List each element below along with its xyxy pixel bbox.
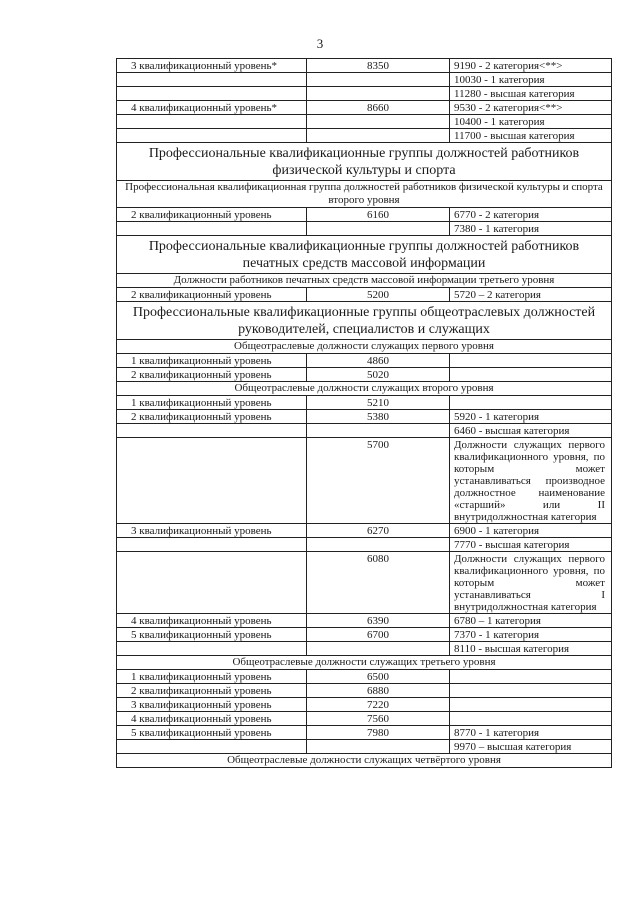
salary-cell: [307, 740, 450, 753]
table-row: [116, 354, 612, 368]
salary-cell: 6080: [307, 552, 450, 613]
salary-cell: [307, 115, 450, 128]
salary-cell: [307, 87, 450, 100]
table-row: [116, 73, 612, 87]
category-cell: 8770 - 1 категория: [454, 727, 540, 739]
qualification-level-cell: 3 квалификационный уровень: [117, 698, 307, 711]
group-subtitle: Общеотраслевые должности служащих четвёртого уровня: [116, 754, 612, 768]
salary-cell: 6700: [307, 628, 450, 641]
category-cell: 5920 - 1 категория: [454, 411, 540, 423]
table-row: [116, 726, 612, 740]
table-row: [116, 740, 612, 754]
qualification-level-cell: [117, 424, 307, 437]
qualification-level-cell: 2 квалификационный уровень: [117, 368, 307, 381]
salary-table: [116, 58, 612, 768]
category-cell: 8110 - высшая категория: [454, 643, 570, 655]
group-title: Профессиональные квалификационные группы должностей работников физической культуры и спорта: [116, 143, 612, 181]
qualification-level-cell: [117, 222, 307, 235]
category-cell: 6900 - 1 категория: [454, 525, 540, 537]
salary-cell: 4860: [307, 354, 450, 367]
qualification-level-cell: 1 квалификационный уровень: [117, 670, 307, 683]
category-cell: 11280 - высшая категория: [454, 88, 575, 100]
category-cell: 10400 - 1 категория: [454, 116, 545, 128]
qualification-level-cell: [117, 73, 307, 86]
salary-cell: 7980: [307, 726, 450, 739]
table-row: [116, 101, 612, 115]
table-row: [116, 642, 612, 656]
category-cell: [450, 396, 611, 409]
salary-cell: 6500: [307, 670, 450, 683]
qualification-level-cell: 2 квалификационный уровень: [117, 410, 307, 423]
qualification-level-cell: [117, 552, 307, 613]
category-cell: 6460 - высшая категория: [454, 425, 570, 437]
qualification-level-cell: 3 квалификационный уровень: [117, 524, 307, 537]
salary-cell: 7220: [307, 698, 450, 711]
salary-cell: [307, 73, 450, 86]
salary-cell: [307, 424, 450, 437]
qualification-level-cell: 2 квалификационный уровень: [117, 684, 307, 697]
salary-cell: 6160: [307, 208, 450, 221]
qualification-level-cell: [117, 87, 307, 100]
qualification-level-cell: 2 квалификационный уровень: [117, 208, 307, 221]
table-row: [116, 698, 612, 712]
salary-cell: 6390: [307, 614, 450, 627]
qualification-level-cell: [117, 438, 307, 523]
salary-cell: [307, 642, 450, 655]
table-row: [116, 684, 612, 698]
salary-cell: 8660: [307, 101, 450, 114]
salary-cell: [307, 538, 450, 551]
qualification-level-cell: 4 квалификационный уровень*: [117, 101, 307, 114]
table-row: [116, 552, 612, 614]
qualification-level-cell: [117, 129, 307, 142]
category-cell: 7380 - 1 категория: [454, 223, 540, 235]
salary-cell: 6880: [307, 684, 450, 697]
qualification-level-cell: [117, 538, 307, 551]
qualification-level-cell: 5 квалификационный уровень: [117, 628, 307, 641]
category-cell: [450, 354, 611, 367]
table-row: [116, 208, 612, 222]
category-cell: 11700 - высшая категория: [454, 130, 575, 142]
salary-cell: [307, 129, 450, 142]
table-row: [116, 524, 612, 538]
category-cell: Должности служащих первого квалификационного уровня, по которым может устанавливаться I внутридолжностная категория: [454, 553, 605, 613]
qualification-level-cell: 5 квалификационный уровень: [117, 726, 307, 739]
qualification-level-cell: [117, 115, 307, 128]
category-cell: 9970 – высшая категория: [454, 741, 572, 753]
group-subtitle: Должности работников печатных средств массовой информации третьего уровня: [116, 274, 612, 288]
category-cell: 9190 - 2 категория<**>: [454, 60, 563, 72]
qualification-level-cell: [117, 642, 307, 655]
category-cell: 6770 - 2 категория: [454, 209, 540, 221]
table-row: [116, 396, 612, 410]
qualification-level-cell: 1 квалификационный уровень: [117, 396, 307, 409]
group-subtitle: Общеотраслевые должности служащих третьего уровня: [116, 656, 612, 670]
category-cell: [450, 698, 611, 711]
table-row: [116, 368, 612, 382]
salary-cell: 5210: [307, 396, 450, 409]
salary-cell: 5380: [307, 410, 450, 423]
category-cell: 6780 – 1 категория: [454, 615, 541, 627]
salary-cell: 5200: [307, 288, 450, 301]
table-row: [116, 628, 612, 642]
category-cell: 7770 - высшая категория: [454, 539, 570, 551]
category-cell: [450, 712, 611, 725]
category-cell: Должности служащих первого квалификационного уровня, по которым может устанавливаться производное должностное наименование «старший» или II внутридолжностная категория: [454, 439, 605, 523]
table-row: [116, 614, 612, 628]
table-row: [116, 538, 612, 552]
salary-cell: 6270: [307, 524, 450, 537]
salary-cell: 7560: [307, 712, 450, 725]
qualification-level-cell: 4 квалификационный уровень: [117, 614, 307, 627]
category-cell: [450, 368, 611, 381]
table-row: [116, 712, 612, 726]
table-row: [116, 129, 612, 143]
category-cell: 10030 - 1 категория: [454, 74, 545, 86]
qualification-level-cell: 4 квалификационный уровень: [117, 712, 307, 725]
group-title: Профессиональные квалификационные группы должностей работников печатных средств массовой информации: [116, 236, 612, 274]
table-row: [116, 58, 612, 73]
qualification-level-cell: 1 квалификационный уровень: [117, 354, 307, 367]
group-subtitle: Общеотраслевые должности служащих второго уровня: [116, 382, 612, 396]
category-cell: [450, 670, 611, 683]
group-subtitle: Профессиональная квалификационная группа должностей работников физической культуры и спорта второго уровня: [116, 181, 612, 208]
salary-cell: 5700: [307, 438, 450, 523]
table-row: [116, 87, 612, 101]
qualification-level-cell: 2 квалификационный уровень: [117, 288, 307, 301]
table-row: [116, 288, 612, 302]
qualification-level-cell: 3 квалификационный уровень*: [117, 59, 307, 72]
table-row: [116, 222, 612, 236]
group-subtitle: Общеотраслевые должности служащих первого уровня: [116, 340, 612, 354]
category-cell: [450, 684, 611, 697]
qualification-level-cell: [117, 740, 307, 753]
group-title: Профессиональные квалификационные группы общеотраслевых должностей руководителей, специалистов и служащих: [116, 302, 612, 340]
table-row: [116, 115, 612, 129]
salary-cell: 8350: [307, 59, 450, 72]
category-cell: 5720 – 2 категория: [454, 289, 541, 301]
page-number: 3: [316, 36, 324, 51]
salary-cell: [307, 222, 450, 235]
table-row: [116, 424, 612, 438]
table-row: [116, 670, 612, 684]
category-cell: 9530 - 2 категория<**>: [454, 102, 563, 114]
table-row: [116, 438, 612, 524]
table-row: [116, 410, 612, 424]
salary-cell: 5020: [307, 368, 450, 381]
category-cell: 7370 - 1 категория: [454, 629, 540, 641]
